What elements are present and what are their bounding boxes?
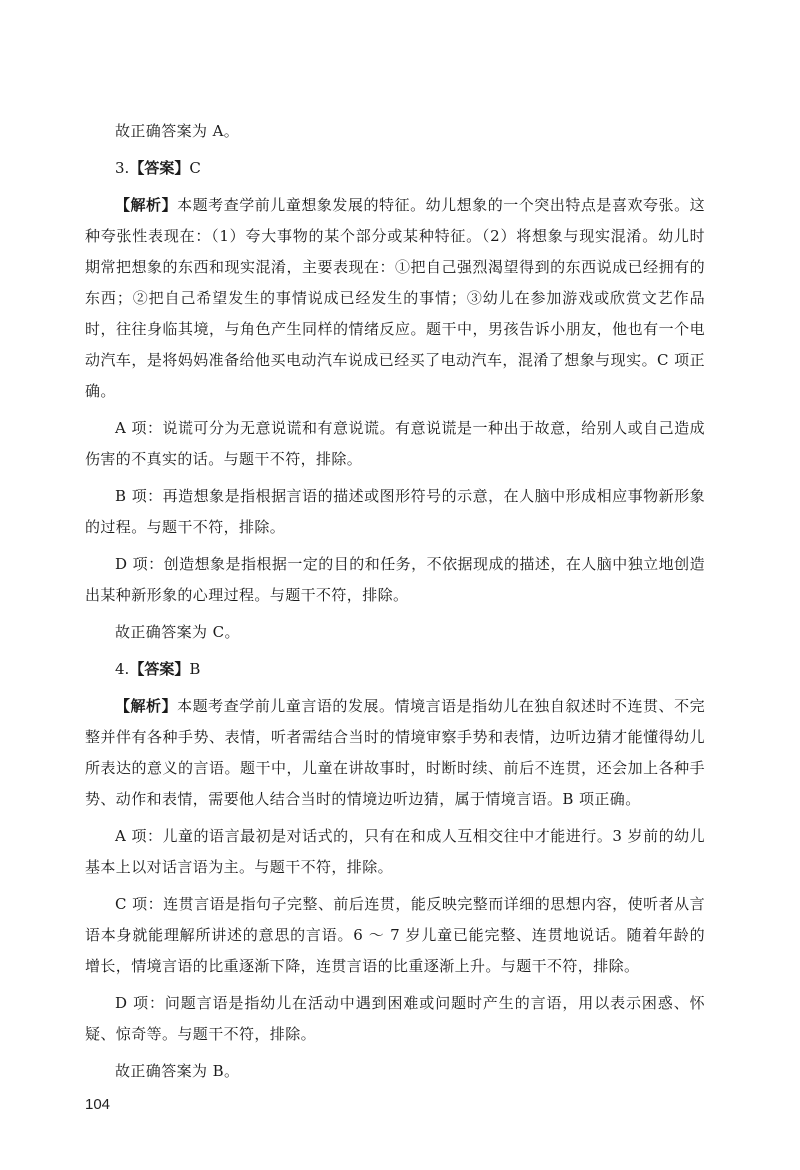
answer-value: C <box>189 159 201 177</box>
answer-heading <box>85 654 705 685</box>
analysis-tag: 【解析】 <box>115 697 178 715</box>
page-number: 104 <box>85 1096 111 1113</box>
answer-tag: 【答案】 <box>129 159 190 177</box>
option-a-paragraph: A 项：说谎可分为无意说谎和有意说谎。有意说谎是一种出于故意，给别人或自己造成伤害的不真实的话。与题干不符，排除。 <box>85 419 705 468</box>
question-number: 3. <box>115 159 130 177</box>
analysis-text: 本题考查学前儿童想象发展的特征。幼儿想象的一个突出特点是喜欢夸张。这种夸张性表现在：（1）夸大事物的某个部分或某种特征。（2）将想象与现实混淆。幼儿时期常把想象的东西和现实混淆，主要表现在：①把自己强烈渴望得到的东西说成已经拥有的东西；②把自己希望发生的事情说成已经发生的事情；③幼儿在参加游戏或欣赏文艺作品时，往往身临其境，与角色产生同样的情绪反应。题干中，男孩告诉小朋友，他也有一个电动汽车，是将妈妈准备给他买电动汽车说成已经买了电动汽车，混淆了想象与现实。C 项正确。 <box>85 196 705 400</box>
analysis-tag: 【解析】 <box>115 196 178 214</box>
analysis-paragraph <box>85 190 705 407</box>
option-d-paragraph: D 项：创造想象是指根据一定的目的和任务，不依据现成的描述，在人脑中独立地创造出某种新形象的心理过程。与题干不符，排除。 <box>85 555 705 604</box>
conclusion-paragraph: 故正确答案为 A。 <box>115 122 240 140</box>
answer-value: B <box>189 660 201 678</box>
option-a-paragraph: A 项：儿童的语言最初是对话式的，只有在和成人互相交往中才能进行。3 岁前的幼儿基本上以对话言语为主。与题干不符，排除。 <box>85 827 705 876</box>
page-content <box>85 116 705 1093</box>
question-number: 4. <box>115 660 130 678</box>
option-b-paragraph: B 项：再造想象是指根据言语的描述或图形符号的示意，在人脑中形成相应事物新形象的过程。与题干不符，排除。 <box>85 487 705 536</box>
analysis-text: 本题考查学前儿童言语的发展。情境言语是指幼儿在独自叙述时不连贯、不完整并伴有各种手势、表情，听者需结合当时的情境审察手势和表情，边听边猜才能懂得幼儿所表达的意义的言语。题干中，儿童在讲故事时，时断时续、前后不连贯，还会加上各种手势、动作和表情，需要他人结合当时的情境边听边猜，属于情境言语。B 项正确。 <box>85 697 705 808</box>
conclusion-paragraph: 故正确答案为 C。 <box>115 623 240 641</box>
option-c-paragraph: C 项：连贯言语是指句子完整、前后连贯，能反映完整而详细的思想内容，使听者从言语本身就能理解所讲述的意思的言语。6 ～ 7 岁儿童已能完整、连贯地说话。随着年龄的增长，情境言语的比重逐渐下降，连贯言语的比重逐渐上升。与题干不符，排除。 <box>85 895 705 975</box>
analysis-paragraph <box>85 691 705 815</box>
answer-heading <box>85 153 705 184</box>
conclusion-paragraph: 故正确答案为 B。 <box>115 1062 240 1080</box>
answer-tag: 【答案】 <box>129 660 190 678</box>
option-d-paragraph: D 项：问题言语是指幼儿在活动中遇到困难或问题时产生的言语，用以表示困惑、怀疑、惊奇等。与题干不符，排除。 <box>85 994 705 1043</box>
